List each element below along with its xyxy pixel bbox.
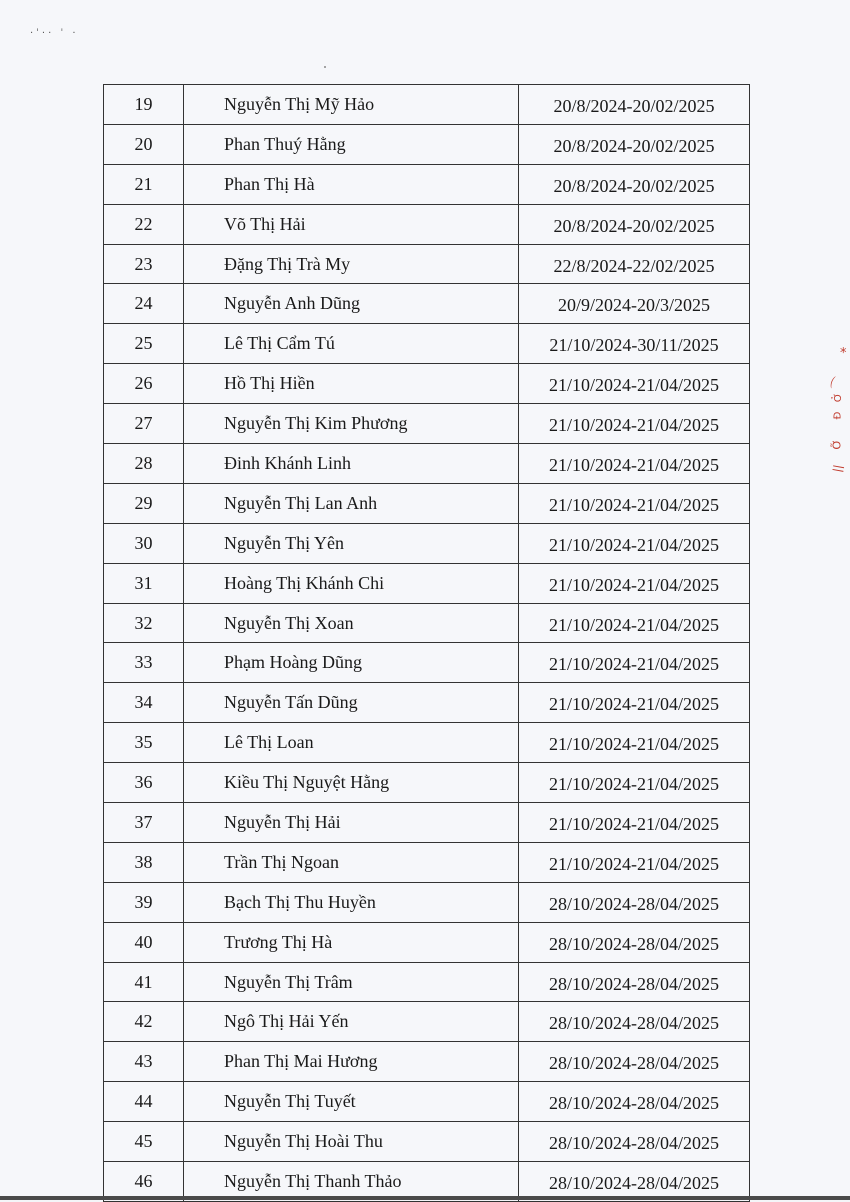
table-row: [104, 723, 750, 763]
row-number-cell: 28: [104, 444, 184, 484]
full-name-cell: Lê Thị Cẩm Tú: [184, 324, 519, 364]
row-number-cell: 39: [104, 882, 184, 922]
table-row: [104, 563, 750, 603]
row-number-cell: 32: [104, 603, 184, 643]
full-name-cell: Hồ Thị Hiền: [184, 364, 519, 404]
full-name-cell: Nguyễn Anh Dũng: [184, 284, 519, 324]
full-name-cell: Kiều Thị Nguyệt Hằng: [184, 763, 519, 803]
full-name-cell: Bạch Thị Thu Huyền: [184, 882, 519, 922]
table-row: [104, 922, 750, 962]
table-row: [104, 882, 750, 922]
period-cell: 28/10/2024-28/04/2025: [519, 1162, 750, 1202]
full-name-cell: Nguyễn Tấn Dũng: [184, 683, 519, 723]
row-number-cell: 23: [104, 244, 184, 284]
row-number-cell: 31: [104, 563, 184, 603]
employee-table: [103, 84, 750, 1202]
period-cell: 21/10/2024-21/04/2025: [519, 842, 750, 882]
period-cell: 20/8/2024-20/02/2025: [519, 85, 750, 125]
row-number-cell: 27: [104, 404, 184, 444]
row-number-cell: 30: [104, 523, 184, 563]
full-name-cell: Phan Thuý Hằng: [184, 124, 519, 164]
full-name-cell: Ngô Thị Hải Yến: [184, 1002, 519, 1042]
table-row: [104, 1122, 750, 1162]
table-row: [104, 962, 750, 1002]
row-number-cell: 36: [104, 763, 184, 803]
row-number-cell: 29: [104, 483, 184, 523]
full-name-cell: Phan Thị Hà: [184, 164, 519, 204]
period-cell: 21/10/2024-21/04/2025: [519, 563, 750, 603]
row-number-cell: 41: [104, 962, 184, 1002]
period-cell: 20/8/2024-20/02/2025: [519, 204, 750, 244]
period-cell: 20/8/2024-20/02/2025: [519, 124, 750, 164]
scan-bottom-edge: [0, 1196, 850, 1200]
full-name-cell: Nguyễn Thị Hoài Thu: [184, 1122, 519, 1162]
table-row: [104, 324, 750, 364]
table-row: [104, 683, 750, 723]
scan-specks: ·ˈ·· ˈ ·: [30, 28, 79, 39]
row-number-cell: 33: [104, 643, 184, 683]
period-cell: 28/10/2024-28/04/2025: [519, 1042, 750, 1082]
period-cell: 21/10/2024-21/04/2025: [519, 763, 750, 803]
stamp-fragment: * ⌒ Ở Ð Ỡ ||: [829, 346, 848, 474]
period-cell: 21/10/2024-21/04/2025: [519, 803, 750, 843]
scan-dot: [324, 66, 326, 68]
full-name-cell: Nguyễn Thị Lan Anh: [184, 483, 519, 523]
full-name-cell: Trần Thị Ngoan: [184, 842, 519, 882]
period-cell: 28/10/2024-28/04/2025: [519, 882, 750, 922]
table-row: [104, 763, 750, 803]
row-number-cell: 25: [104, 324, 184, 364]
row-number-cell: 20: [104, 124, 184, 164]
period-cell: 28/10/2024-28/04/2025: [519, 922, 750, 962]
full-name-cell: Nguyễn Thị Kim Phương: [184, 404, 519, 444]
table-row: [104, 404, 750, 444]
row-number-cell: 45: [104, 1122, 184, 1162]
row-number-cell: 35: [104, 723, 184, 763]
table-row: [104, 523, 750, 563]
row-number-cell: 46: [104, 1162, 184, 1202]
row-number-cell: 38: [104, 842, 184, 882]
full-name-cell: Lê Thị Loan: [184, 723, 519, 763]
full-name-cell: Nguyễn Thị Trâm: [184, 962, 519, 1002]
period-cell: 28/10/2024-28/04/2025: [519, 1082, 750, 1122]
table-row: [104, 1082, 750, 1122]
period-cell: 28/10/2024-28/04/2025: [519, 1002, 750, 1042]
row-number-cell: 24: [104, 284, 184, 324]
table-row: [104, 85, 750, 125]
full-name-cell: Nguyễn Thị Hải: [184, 803, 519, 843]
row-number-cell: 22: [104, 204, 184, 244]
table-row: [104, 603, 750, 643]
period-cell: 28/10/2024-28/04/2025: [519, 1122, 750, 1162]
row-number-cell: 34: [104, 683, 184, 723]
table-row: [104, 124, 750, 164]
full-name-cell: Nguyễn Thị Tuyết: [184, 1082, 519, 1122]
table-row: [104, 444, 750, 484]
table-row: [104, 483, 750, 523]
table-row: [104, 364, 750, 404]
table-row: [104, 164, 750, 204]
full-name-cell: Phạm Hoàng Dũng: [184, 643, 519, 683]
full-name-cell: Trương Thị Hà: [184, 922, 519, 962]
full-name-cell: Hoàng Thị Khánh Chi: [184, 563, 519, 603]
table-row: [104, 842, 750, 882]
period-cell: 21/10/2024-21/04/2025: [519, 444, 750, 484]
period-cell: 21/10/2024-21/04/2025: [519, 404, 750, 444]
row-number-cell: 40: [104, 922, 184, 962]
full-name-cell: Nguyễn Thị Thanh Thảo: [184, 1162, 519, 1202]
table-body: [104, 85, 750, 1202]
period-cell: 21/10/2024-21/04/2025: [519, 523, 750, 563]
period-cell: 20/8/2024-20/02/2025: [519, 164, 750, 204]
full-name-cell: Đặng Thị Trà My: [184, 244, 519, 284]
period-cell: 21/10/2024-21/04/2025: [519, 723, 750, 763]
full-name-cell: Đinh Khánh Linh: [184, 444, 519, 484]
table-row: [104, 244, 750, 284]
table-row: [104, 1002, 750, 1042]
full-name-cell: Võ Thị Hải: [184, 204, 519, 244]
row-number-cell: 43: [104, 1042, 184, 1082]
row-number-cell: 21: [104, 164, 184, 204]
row-number-cell: 37: [104, 803, 184, 843]
row-number-cell: 44: [104, 1082, 184, 1122]
full-name-cell: Phan Thị Mai Hương: [184, 1042, 519, 1082]
row-number-cell: 19: [104, 85, 184, 125]
table-row: [104, 803, 750, 843]
full-name-cell: Nguyễn Thị Yên: [184, 523, 519, 563]
period-cell: 21/10/2024-21/04/2025: [519, 683, 750, 723]
period-cell: 21/10/2024-21/04/2025: [519, 483, 750, 523]
table-row: [104, 284, 750, 324]
row-number-cell: 42: [104, 1002, 184, 1042]
period-cell: 28/10/2024-28/04/2025: [519, 962, 750, 1002]
full-name-cell: Nguyễn Thị Xoan: [184, 603, 519, 643]
period-cell: 20/9/2024-20/3/2025: [519, 284, 750, 324]
table-row: [104, 204, 750, 244]
period-cell: 21/10/2024-21/04/2025: [519, 364, 750, 404]
table-row: [104, 643, 750, 683]
period-cell: 21/10/2024-30/11/2025: [519, 324, 750, 364]
period-cell: 21/10/2024-21/04/2025: [519, 643, 750, 683]
full-name-cell: Nguyễn Thị Mỹ Hảo: [184, 85, 519, 125]
period-cell: 22/8/2024-22/02/2025: [519, 244, 750, 284]
row-number-cell: 26: [104, 364, 184, 404]
table-row: [104, 1042, 750, 1082]
period-cell: 21/10/2024-21/04/2025: [519, 603, 750, 643]
